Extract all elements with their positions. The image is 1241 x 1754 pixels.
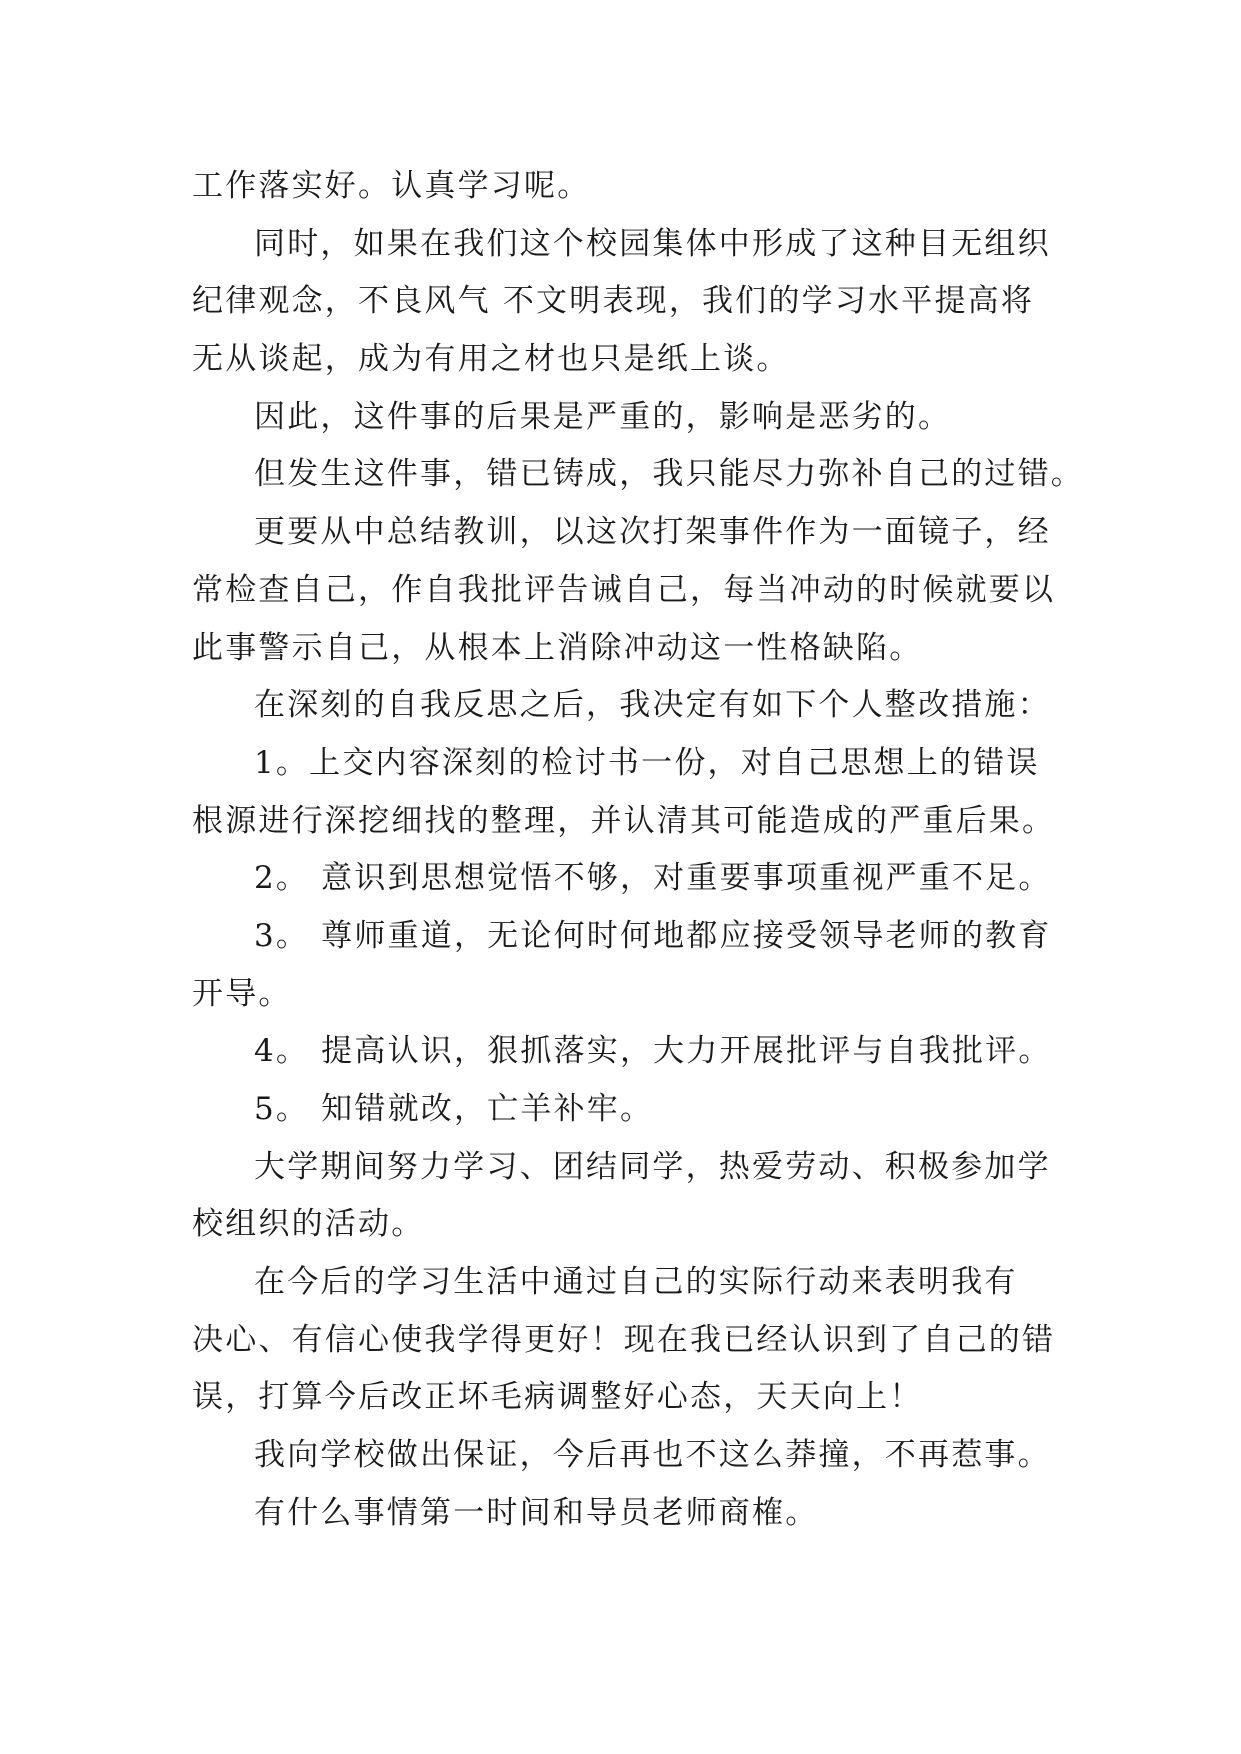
text-line: 2。 意识到思想觉悟不够，对重要事项重视严重不足。 xyxy=(254,860,1052,897)
text-line: 开导。 xyxy=(192,975,292,1012)
text-line: 1。上交内容深刻的检讨书一份，对自己思想上的错误 xyxy=(254,744,1040,781)
text-line: 工作落实好。认真学习呢。 xyxy=(192,168,591,204)
text-line: 更要从中总结教训，以这次打架事件作为一面镜子，经 xyxy=(254,514,1051,551)
text-line: 在今后的学习生活中通过自己的实际行动来表明我有 xyxy=(254,1264,1018,1301)
text-line: 无从谈起，成为有用之材也只是纸上谈。 xyxy=(192,341,790,378)
text-line: 在深刻的自我反思之后，我决定有如下个人整改措施： xyxy=(254,687,1051,724)
text-line: 纪律观念，不良风气 不文明表现，我们的学习水平提高将 xyxy=(192,283,1035,320)
text-line: 3。 尊师重道，无论何时何地都应接受领导老师的教育 xyxy=(254,917,1052,954)
text-line: 校组织的活动。 xyxy=(192,1206,425,1243)
text-line: 我向学校做出保证，今后再也不这么莽撞，不再惹事。 xyxy=(254,1437,1051,1474)
text-line: 大学期间努力学习、团结同学，热爱劳动、积极参加学 xyxy=(254,1148,1051,1185)
text-line: 根源进行深挖细找的整理，并认清其可能造成的严重后果。 xyxy=(192,802,1056,839)
text-line: 4。 提高认识，狠抓落实，大力开展批评与自我批评。 xyxy=(254,1033,1052,1070)
text-line: 同时，如果在我们这个校园集体中形成了这种目无组织 xyxy=(254,225,1051,262)
text-line: 5。 知错就改，亡羊补牢。 xyxy=(254,1091,654,1127)
text-line: 常检查自己，作自我批评告诫自己，每当冲动的时候就要以 xyxy=(192,571,1056,608)
text-line: 因此，这件事的后果是严重的，影响是恶劣的。 xyxy=(254,398,952,435)
text-line: 但发生这件事，错已铸成，我只能尽力弥补自己的过错。 xyxy=(254,456,1084,493)
text-line: 决心、有信心使我学得更好！现在我已经认识到了自己的错 xyxy=(192,1321,1056,1358)
text-line: 误，打算今后改正坏毛病调整好心态，天天向上！ xyxy=(192,1379,923,1416)
document-body xyxy=(192,158,1084,1543)
text-line: 有什么事情第一时间和导员老师商榷。 xyxy=(254,1494,819,1531)
text-line: 此事警示自己，从根本上消除冲动这一性格缺陷。 xyxy=(192,629,923,666)
